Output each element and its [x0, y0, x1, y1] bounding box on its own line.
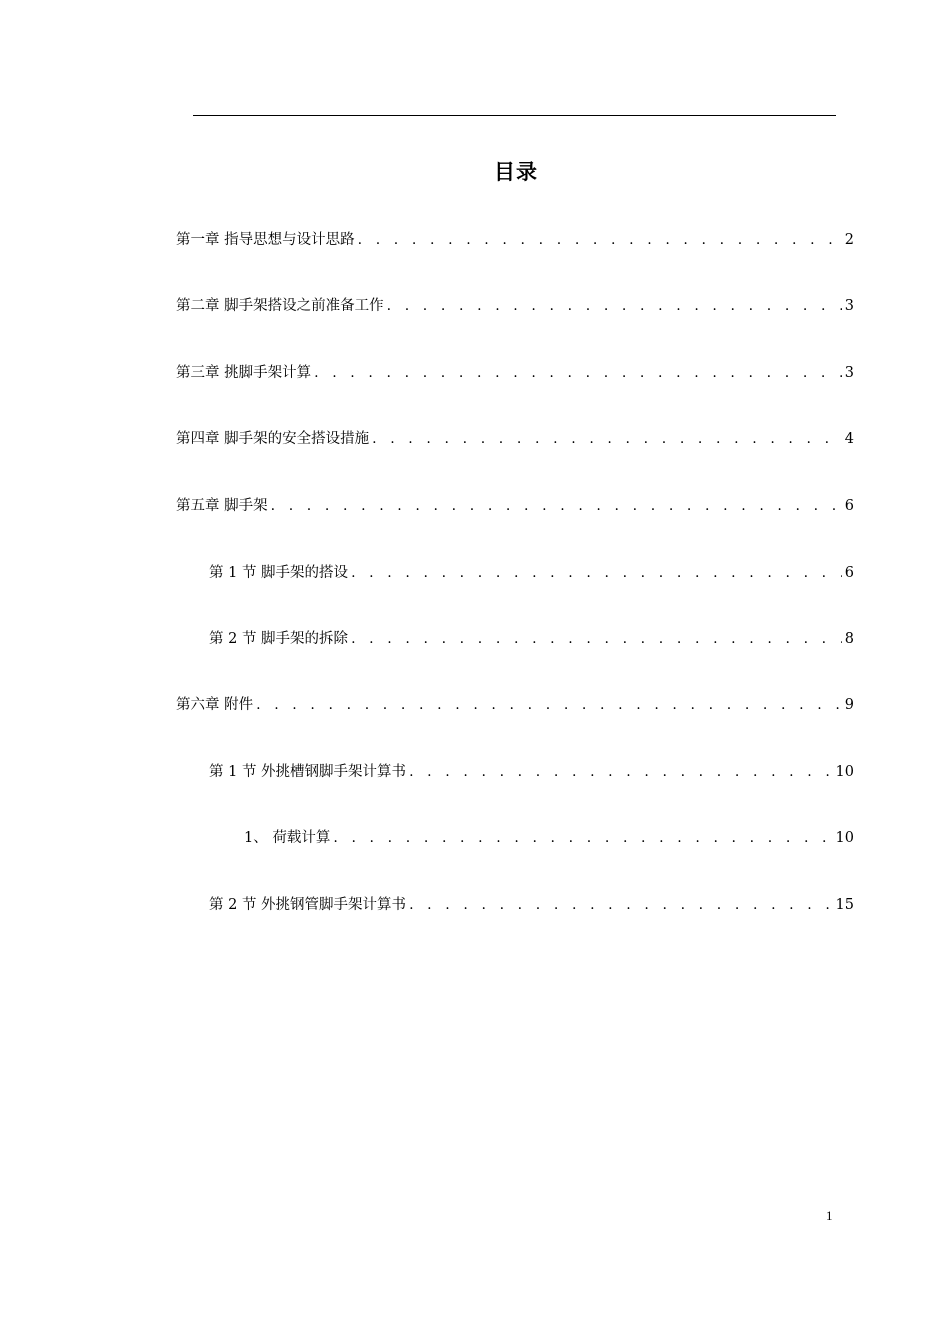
toc-entry-label: 第六章 附件: [176, 697, 254, 713]
toc-entry-page: 2: [844, 232, 854, 248]
toc-dot-leader: [333, 827, 832, 849]
toc-title: 目录: [494, 160, 538, 184]
toc-entry-page: 3: [844, 365, 854, 381]
toc-dot-leader: [351, 628, 842, 650]
toc-entry-chapter-6-section-1[interactable]: [209, 761, 854, 783]
toc-entry-chapter-4[interactable]: [176, 428, 854, 450]
toc-entry-label: 第 1 节 脚手架的搭设: [209, 565, 349, 581]
toc-entry-chapter-1[interactable]: [176, 229, 854, 251]
toc-dot-leader: [387, 295, 842, 317]
toc-entry-label: 第二章 脚手架搭设之前准备工作: [176, 298, 384, 314]
toc-dot-leader: [409, 761, 832, 783]
toc-dot-leader: [372, 428, 842, 450]
toc-entry-page: 8: [844, 631, 854, 647]
toc-entry-chapter-5[interactable]: [176, 495, 854, 517]
toc-dot-leader: [358, 229, 842, 251]
toc-dot-leader: [271, 495, 842, 517]
toc-entry-chapter-5-section-2[interactable]: [209, 628, 854, 650]
toc-entry-page: 3: [844, 298, 854, 314]
toc-entry-page: 6: [844, 565, 854, 581]
toc-dot-leader: [409, 894, 832, 916]
toc-entry-page: 4: [844, 431, 854, 447]
page-number: 1: [826, 1208, 833, 1223]
toc-entry-chapter-6-section-1-item-1[interactable]: [244, 827, 854, 849]
toc-dot-leader: [314, 362, 842, 384]
toc-entry-label: 1、 荷载计算: [244, 830, 331, 846]
toc-entry-label: 第五章 脚手架: [176, 498, 268, 514]
toc-entry-page: 6: [844, 498, 854, 514]
toc-entry-label: 第 2 节 外挑钢管脚手架计算书: [209, 897, 407, 913]
toc-entry-page: 15: [835, 897, 854, 913]
toc-dot-leader: [351, 562, 842, 584]
toc-entry-label: 第三章 挑脚手架计算: [176, 365, 312, 381]
toc-entry-chapter-3[interactable]: [176, 362, 854, 384]
toc-entry-page: 9: [844, 697, 854, 713]
toc-entry-label: 第 2 节 脚手架的拆除: [209, 631, 349, 647]
toc-entry-label: 第四章 脚手架的安全搭设措施: [176, 431, 370, 447]
toc-entry-chapter-6[interactable]: [176, 694, 854, 716]
toc-entry-page: 10: [835, 764, 854, 780]
toc-entry-page: 10: [835, 830, 854, 846]
toc-entry-chapter-5-section-1[interactable]: [209, 562, 854, 584]
toc-entry-chapter-6-section-2[interactable]: [209, 894, 854, 916]
toc-dot-leader: [256, 694, 842, 716]
toc-entry-label: 第一章 指导思想与设计思路: [176, 232, 355, 248]
header-rule: [193, 115, 836, 116]
toc-entry-chapter-2[interactable]: [176, 295, 854, 317]
toc-entry-label: 第 1 节 外挑槽钢脚手架计算书: [209, 764, 407, 780]
